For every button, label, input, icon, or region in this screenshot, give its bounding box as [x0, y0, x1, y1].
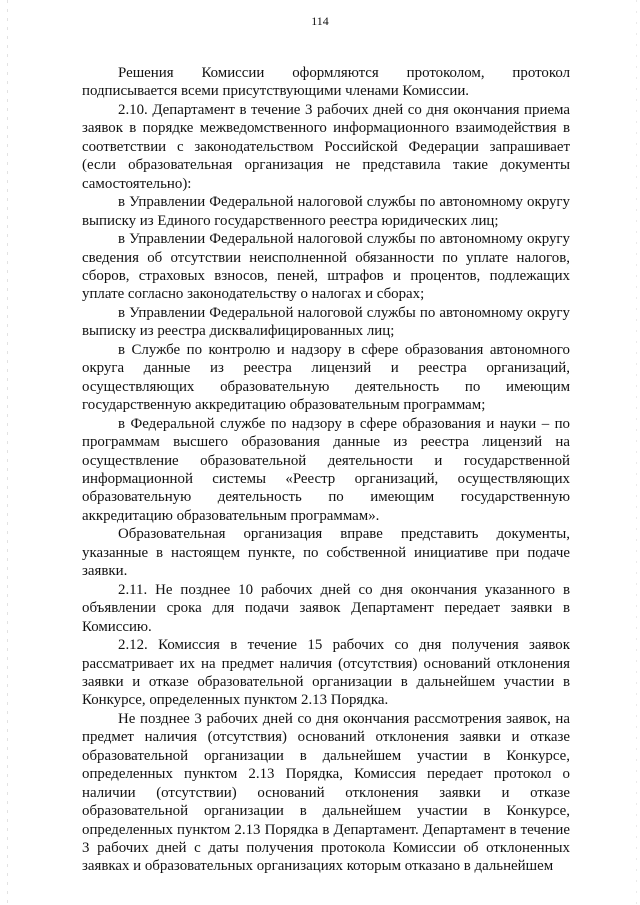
- paragraph-education-control-service: в Службе по контролю и надзору в сфере образования автономного округа данные из реестра лицензий и реестра организаций, осуществляющих образовательную деятельность по имеющим государственную аккредитацию образовательным программам;: [82, 341, 570, 414]
- body-text: [82, 64, 570, 876]
- paragraph-2-10: 2.10. Департамент в течение 3 рабочих дней со дня окончания приема заявок в порядке межведомственного информационного взаимодействия в соответствии с законодательством Российской Федерации запрашивает (если образовательная организация не представила такие документы самостоятельно):: [82, 101, 570, 192]
- scan-edge-left: [7, 0, 8, 905]
- page-number: 114: [311, 14, 329, 28]
- paragraph-protocol-transfer: Не позднее 3 рабочих дней со дня окончания рассмотрения заявок, на предмет наличия (отсутствия) оснований отклонения заявки и отказе образовательной организации в дальнейшем участии в Конкурсе, определенных пунктом 2.13 Порядка, Комиссия передает протокол о наличии (отсутствии) оснований отклонения заявки и отказе образовательной организации в дальнейшем участии в Конкурсе, определенных пунктом 2.13 Порядка в Департамент. Департамент в течение 3 рабочих дней с даты получения протокола Комиссии об отклоненных заявках и образовательных организациях которым отказано в дальнейшем: [82, 710, 570, 875]
- paragraph-federal-education-service: в Федеральной службе по надзору в сфере образования и науки – по программам высшего образования данные из реестра лицензий на осуществление образовательной деятельности и государственной информационной системы «Реестр организаций, осуществляющих образовательную деятельность по имеющим государственную аккредитацию образовательным программам».: [82, 415, 570, 524]
- paragraph-own-initiative: Образовательная организация вправе представить документы, указанные в настоящем пункте, по собственной инициативе при подаче заявки.: [82, 526, 570, 580]
- paragraph-2-11: 2.11. Не позднее 10 рабочих дней со дня окончания указанного в объявлении срока для подачи заявок Департамент передает заявки в Комиссию.: [82, 581, 570, 635]
- paragraph-tax-service-disqualified: в Управлении Федеральной налоговой службы по автономному округу выписку из реестра дисквалифицированных лиц;: [82, 304, 570, 340]
- paragraph-commission-decisions: Решения Комиссии оформляются протоколом, протокол подписывается всеми присутствующими членами Комиссии.: [82, 65, 570, 100]
- paragraph-tax-service-legal-entities: в Управлении Федеральной налоговой службы по автономному округу выписку из Единого государственного реестра юридических лиц;: [82, 194, 570, 229]
- paragraph-tax-service-obligations: в Управлении Федеральной налоговой службы по автономному округу сведения об отсутствии неисполненной обязанности по уплате налогов, сборов, страховых взносов, пеней, штрафов и процентов, подлежащих уплате согласно законодательству о налогах и сборах;: [82, 231, 570, 303]
- scan-edge-right: [636, 0, 637, 905]
- paragraph-2-12: 2.12. Комиссия в течение 15 рабочих со дня получения заявок рассматривает их на предмет наличия (отсутствия) оснований отклонения заявки и отказе образовательной организации в дальнейшем участии в Конкурсе, определенных пунктом 2.13 Порядка.: [82, 637, 570, 709]
